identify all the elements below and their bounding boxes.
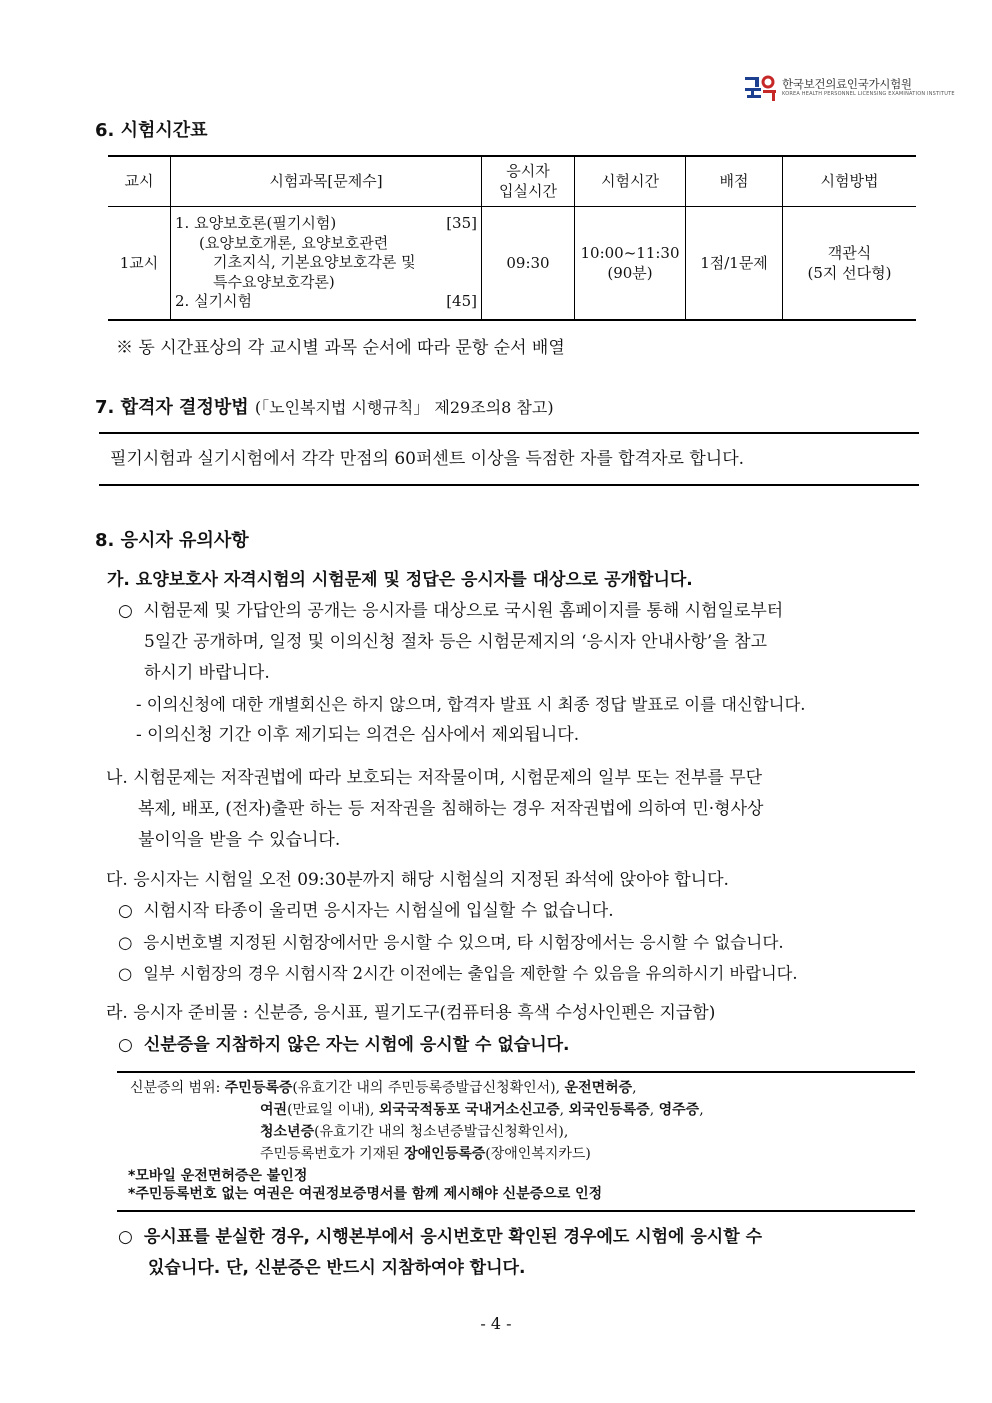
cell-period: 1교시 bbox=[108, 206, 171, 320]
id-range-line-2: 여권(만료일 이내), 외국국적동포 국내거소신고증, 외국인등록증, 영주증, bbox=[260, 1102, 704, 1118]
th-entry-time bbox=[482, 156, 575, 206]
th-period: 교시 bbox=[108, 156, 171, 206]
subject-1-detail-1: (요양보호개론, 요양보호관련 bbox=[199, 233, 389, 252]
th-subject: 시험과목[문제수] bbox=[171, 156, 482, 206]
id-range-line-3: 청소년증(유효기간 내의 청소년증발급신청확인서), bbox=[260, 1124, 569, 1140]
ga-dash-2: - 이의신청 기간 이후 제기되는 의견은 심사에서 제외됩니다. bbox=[136, 725, 580, 745]
bullet-icon: ○ bbox=[118, 601, 133, 621]
ga-title: 가. 요양보호사 자격시험의 시험문제 및 정답은 응시자를 대상으로 공개합니다. bbox=[107, 570, 693, 590]
ga-dash-1: - 이의신청에 대한 개별회신은 하지 않으며, 합격자 발표 시 최종 정답 발표로 이를 대신합니다. bbox=[136, 695, 806, 714]
ra-item-bold: ○ 신분증을 지참하지 않은 자는 시험에 응시할 수 없습니다. bbox=[118, 1030, 570, 1061]
timetable-note: ※ 동 시간표상의 각 교시별 과목 순서에 따라 문항 순서 배열 bbox=[116, 338, 565, 358]
section7-content: 필기시험과 실기시험에서 각각 만점의 60퍼센트 이상을 득점한 자를 합격자로 합니다. bbox=[110, 449, 745, 469]
th-score: 배점 bbox=[686, 156, 783, 206]
subject-2-count: [45] bbox=[446, 292, 477, 310]
institute-logo bbox=[744, 74, 955, 104]
exam-time-range: 10:00~11:30 bbox=[580, 243, 680, 262]
ga-item-1: ○ 시험문제 및 가답안의 공개는 응시자를 대상으로 국시원 홈페이지를 통해 시험일로부터 bbox=[118, 596, 783, 627]
bullet-icon: ○ bbox=[118, 964, 133, 983]
section7-bottom-rule bbox=[99, 484, 919, 486]
id-range-label: 신분증의 범위: bbox=[130, 1080, 221, 1096]
th-exam-time: 시험시간 bbox=[575, 156, 686, 206]
da-item-2: ○ 응시번호별 지정된 시험장에서만 응시할 수 있으며, 타 시험장에서는 응시할 수 없습니다. bbox=[118, 927, 784, 958]
section7-title: 7. 합격자 결정방법 bbox=[95, 397, 249, 418]
ga-item-2: 5일간 공개하며, 일정 및 이의신청 절차 등은 시험문제지의 ‘응시자 안내사항’을 참고 bbox=[144, 632, 767, 652]
subject-1-detail-2: 기초지식, 기본요양보호각론 및 bbox=[213, 253, 416, 271]
last-item-2: 있습니다. 단, 신분증은 반드시 지참하여야 합니다. bbox=[148, 1258, 526, 1278]
na-line-2: 복제, 배포, (전자)출판 하는 등 저작권을 침해하는 경우 저작권법에 의하여 민·형사상 bbox=[138, 799, 764, 819]
idbox-bottom-rule bbox=[117, 1210, 915, 1212]
exam-timetable bbox=[108, 155, 916, 321]
method: 객관식 bbox=[827, 243, 872, 262]
id-note-2: *주민등록번호 없는 여권은 여권정보증명서를 함께 제시해야 신분증으로 인정 bbox=[128, 1186, 603, 1202]
section7-title-ref: (「노인복지법 시행규칙」 제29조의8 참고) bbox=[254, 398, 554, 417]
exam-duration: (90분) bbox=[607, 263, 653, 282]
page-number: - 4 - bbox=[480, 1314, 512, 1333]
bullet-icon: ○ bbox=[118, 1227, 133, 1247]
section7-top-rule bbox=[99, 432, 919, 434]
table-header-row bbox=[108, 156, 916, 206]
cell-method bbox=[783, 206, 917, 320]
org-name: 한국보건의료인국가시험원 bbox=[782, 77, 912, 91]
cell-score: 1점/1문제 bbox=[686, 206, 783, 320]
na-line-3: 불이익을 받을 수 있습니다. bbox=[138, 830, 341, 850]
cell-exam-time bbox=[575, 206, 686, 320]
subject-1-detail-3: 특수요양보호각론) bbox=[213, 272, 335, 291]
id-range-line-4: 주민등록번호가 기재된 장애인등록증(장애인복지카드) bbox=[260, 1146, 591, 1162]
org-name-en: KOREA HEALTH PERSONNEL LICENSING EXAMINATION INSTITUTE bbox=[782, 91, 955, 97]
da-item-1: ○ 시험시작 타종이 울리면 응시자는 시험실에 입실할 수 없습니다. bbox=[118, 896, 614, 927]
cell-subject bbox=[171, 206, 482, 320]
da-title: 다. 응시자는 시험일 오전 09:30분까지 해당 시험실의 지정된 좌석에 앉아야 합니다. bbox=[106, 870, 729, 890]
method-detail: (5지 선다형) bbox=[807, 263, 892, 282]
idbox-top-rule bbox=[117, 1071, 915, 1073]
bullet-icon: ○ bbox=[118, 933, 133, 952]
last-item-1: ○ 응시표를 분실한 경우, 시행본부에서 응시번호만 확인된 경우에도 시험에 응시할 수 bbox=[118, 1222, 762, 1253]
ga-item-3: 하시기 바랍니다. bbox=[144, 663, 270, 683]
section6-title: 6. 시험시간표 bbox=[95, 120, 208, 141]
section8-title: 8. 응시자 유의사항 bbox=[95, 530, 249, 551]
da-item-3: ○ 일부 시험장의 경우 시험시작 2시간 이전에는 출입을 제한할 수 있음을 유의하시기 바랍니다. bbox=[118, 958, 798, 989]
kuksiwon-logo-icon bbox=[744, 74, 778, 102]
bullet-icon: ○ bbox=[118, 901, 133, 921]
na-line-1: 나. 시험문제는 저작권법에 따라 보호되는 저작물이며, 시험문제의 일부 또는 전부를 무단 bbox=[106, 768, 763, 788]
section7-heading bbox=[95, 393, 554, 419]
ra-title: 라. 응시자 준비물 : 신분증, 응시표, 필기도구(컴퓨터용 흑색 수성사인펜은 지급함) bbox=[106, 1003, 716, 1023]
cell-entry-time: 09:30 bbox=[482, 206, 575, 320]
bullet-icon: ○ bbox=[118, 1035, 133, 1055]
subject-2: 2. 실기시험 [45] bbox=[175, 292, 477, 310]
subject-1: 1. 요양보호론(필기시험) [35] bbox=[175, 214, 477, 232]
id-range-line-1: 신분증의 범위: 주민등록증(유효기간 내의 주민등록증발급신청확인서), 운전면허증, bbox=[130, 1080, 637, 1096]
table-row bbox=[108, 206, 916, 320]
th-method: 시험방법 bbox=[783, 156, 917, 206]
subject-1-count: [35] bbox=[446, 214, 477, 232]
id-note-1: *모바일 운전면허증은 불인정 bbox=[128, 1168, 308, 1184]
th-entry-time-label: 응시자 입실시간 bbox=[499, 162, 557, 201]
